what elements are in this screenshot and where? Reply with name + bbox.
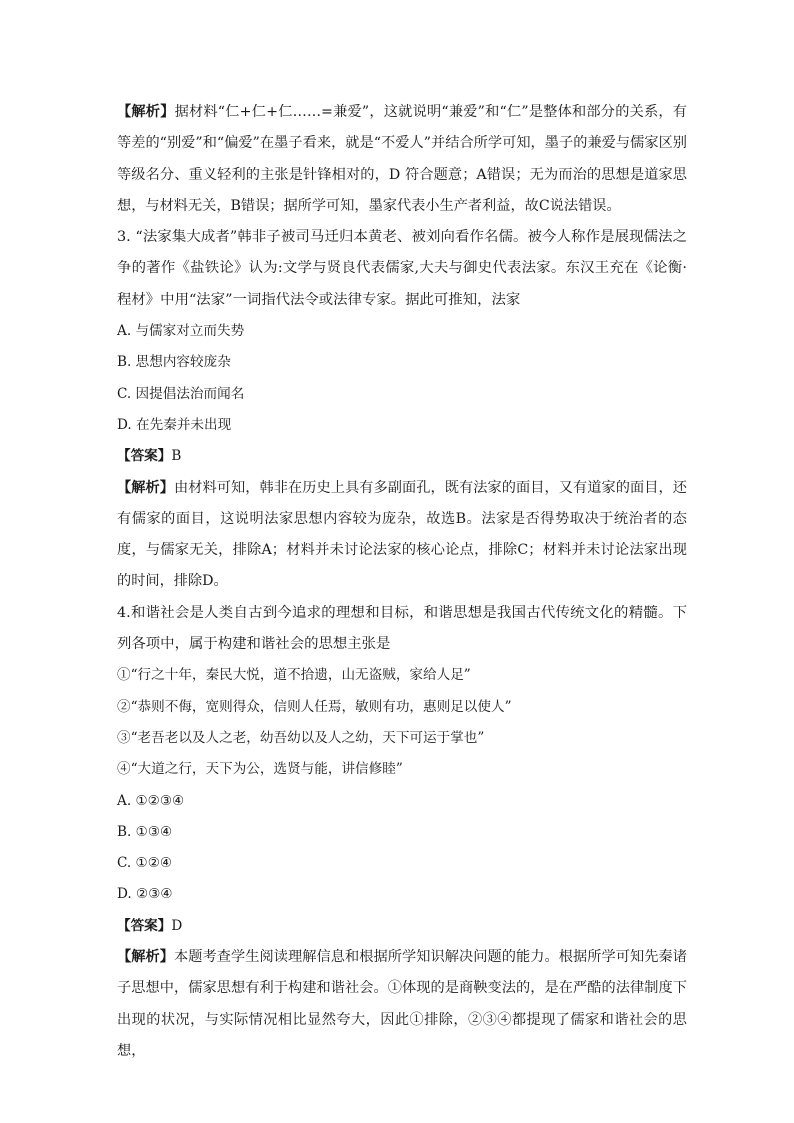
question-4-statement-3: ③“老吾老以及人之老，幼吾幼以及人之幼，天下可运于掌也” bbox=[117, 729, 485, 746]
question-4-answer bbox=[117, 911, 687, 942]
question-3-answer bbox=[117, 441, 687, 472]
question-4-stem: 4.和谐社会是人类自古到今追求的理想和目标，和谐思想是我国古代传统文化的精髓。下列各项中，属于构建和谐社会的思想主张是 bbox=[117, 604, 687, 653]
analysis-q2 bbox=[117, 97, 687, 222]
question-4-statement-4: ④“大道之行，天下为公，选贤与能，讲信修睦” bbox=[117, 761, 403, 778]
question-4-option-d: D. ②③④ bbox=[117, 886, 173, 903]
answer-value: B bbox=[171, 448, 182, 465]
question-3-stem: 3. “法家集大成者”韩非子被司马迁归本黄老、被刘向看作名儒。被今人称作是展现儒法之争的著作《盐铁论》认为:文学与贤良代表儒家,大夫与御史代表法家。东汉王充在《论衡·程材》中用“法家”一词指代法令或法律专家。据此可推知，法家 bbox=[117, 229, 687, 308]
question-4-option-c: C. ①②④ bbox=[117, 855, 173, 872]
analysis-text: 由材料可知，韩非在历史上具有多副面孔，既有法家的面目，又有道家的面目，还有儒家的面目，这说明法家思想内容较为庞杂，故选B。法家是否得势取决于统治者的态度，与儒家无关，排除A；材料并未讨论法家的核心论点，排除C；材料并未讨论法家出现的时间，排除D。 bbox=[117, 479, 687, 590]
analysis-tag: 【解析】 bbox=[117, 949, 175, 966]
question-4-option-b: B. ①③④ bbox=[117, 823, 173, 840]
analysis-tag: 【解析】 bbox=[117, 104, 175, 120]
answer-tag: 【答案】 bbox=[117, 917, 172, 934]
question-3-analysis bbox=[117, 473, 687, 598]
document-page bbox=[117, 97, 687, 1067]
question-4-option-a: A. ①②③④ bbox=[117, 792, 185, 809]
question-4-analysis bbox=[117, 942, 687, 1067]
analysis-text: 据材料“仁+仁+仁……=兼爱”，这就说明“兼爱”和“仁”是整体和部分的关系，有等差的“别爱”和“偏爱”在墨子看来，就是“不爱人”并结合所学可知，墨子的兼爱与儒家区别等级名分、重义轻利的主张是针锋相对的，D 符合题意；A错误；无为而治的思想是道家思想，与材料无关，B错误；据所学可知，墨家代表小生产者利益，故C说法错误。 bbox=[117, 104, 687, 214]
analysis-tag: 【解析】 bbox=[117, 479, 175, 496]
question-3-option-b: B. 思想内容较庞杂 bbox=[117, 354, 231, 371]
analysis-text: 本题考查学生阅读理解信息和根据所学知识解决问题的能力。根据所学可知先秦诸子思想中，儒家思想有利于构建和谐社会。①体现的是商鞅变法的，是在严酷的法律制度下出现的状况，与实际情况相比显然夸大，因此①排除，②③④都提现了儒家和谐社会的思想， bbox=[117, 949, 687, 1059]
question-3-option-d: D. 在先秦并未出现 bbox=[117, 416, 232, 433]
question-3-option-c: C. 因提倡法治而闻名 bbox=[117, 385, 245, 402]
question-4-statement-2: ②“恭则不侮，宽则得众，信则人任焉，敏则有功，惠则足以使人” bbox=[117, 698, 512, 715]
answer-value: D bbox=[171, 917, 183, 934]
answer-tag: 【答案】 bbox=[117, 448, 172, 465]
question-4-statement-1: ①“行之十年，秦民大悦，道不拾遗，山无盗贼，家给人足” bbox=[117, 667, 471, 684]
question-3-option-a: A. 与儒家对立而失势 bbox=[117, 323, 245, 340]
